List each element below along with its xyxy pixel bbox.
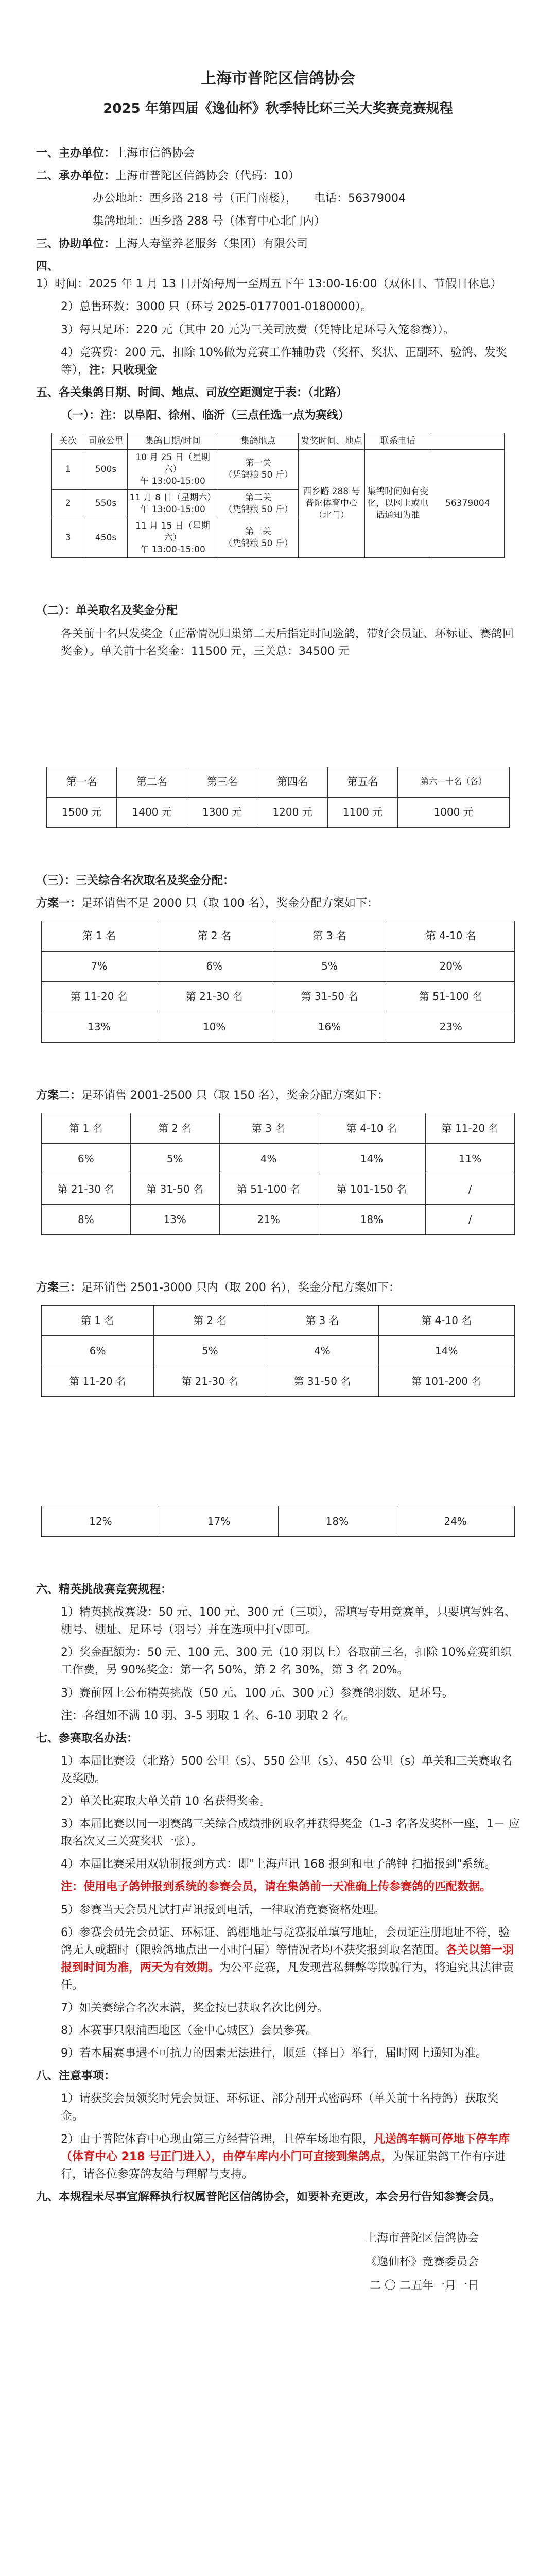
ring-price: 3）每只足环：220 元（其中 20 元为三关司放费（凭特比足环号入笼参赛））。 [61, 323, 455, 336]
rule-5: 5）参赛当天会员凡试打声讯报到电话，一律取消竞赛资格处理。 [61, 1903, 385, 1917]
section-organizer: 一、主办单位：上海市信鸽协会 [36, 146, 195, 160]
table-row: 2 550s 11 月 8 日（星期六） 午 13:00-15:00 第二关 （凭鸽粮 50 斤） [52, 489, 505, 518]
rule-4: 4）本届比赛采用双轨制报到方式：即"上海声讯 168 报到和电子鸽钟 扫描报到"系统。 [61, 1858, 496, 1871]
section-schedule: 五、各关集鸽日期、时间、地点、司放空距测定于表：（北路） [36, 386, 348, 399]
rule-6: 6）参赛会员先会员证、环标证、鸽棚地址与竞赛报单填写地址，会员证注册地址不符，验鸽无人或超时（限验鸽地点出一小时闩届）等情况者均不获奖报到取名范围。各关以第一羽报到时间为准，两天为有效期。为公平竞赛，凡发现营私舞弊等欺骗行为，将追究其法律责任。 [61, 1926, 514, 1992]
plan-a-desc: 方案一：足环销售不足 2000 只（取 100 名），奖金分配方案如下： [36, 896, 378, 910]
table-row: 3 450s 11 月 15 日（星期六） 午 13:00-15:00 第三关 （凭鸽粮 50 斤） [52, 518, 505, 558]
sign-date: 二 〇 二五年一月一日 [370, 2279, 479, 2293]
section-assist: 三、协助单位：上海人寿堂养老服务（集团）有限公司 [36, 238, 308, 251]
elite-i1: 1）精英挑战赛设：50 元、100 元、300 元（三项），需填写专用竞赛单，只要填写姓名、棚号、棚址、足环号（羽号）并在选项中打√即可。 [61, 1606, 516, 1637]
plan-c-table: 第 1 名 第 2 名 第 3 名 第 4-10 名 6% 5% 4% 14% 第 11-20 名 第 21-30 名 第 31-50 名 第 101-200 名 [41, 1305, 515, 1397]
sign-org: 上海市普陀区信鸽协会 [365, 2231, 479, 2245]
section-final: 九、本规程未尽事宜解释执行权属普陀区信鸽协会，如要补充更改，本会另行告知参赛会员。 [36, 2190, 501, 2204]
ring-total: 2）总售环数：3000 只（环号 2025-0177001-0180000）。 [61, 300, 372, 314]
elite-i3: 3）赛前网上公布精英挑战（50 元、100 元、300 元）参赛鸽羽数、足环号。 [61, 1686, 454, 1700]
rule-2: 2）单关比赛取大单关前 10 名获得奖金。 [61, 1795, 271, 1808]
rule-4-note: 注：使用电子鸽钟报到系统的参赛会员，请在集鸽前一天准确上传参赛鸽的匹配数据。 [61, 1880, 492, 1894]
signature-block [36, 2227, 520, 2298]
schedule-table: 关次 司放公里 集鸽日期/时间 集鸽地点 发奖时间、地点 联系电话 1 500s 10 月 25 日（星期六） 午 13:00-15:00 第一关 （凭鸽粮 50 斤） 西乡路 288 号普陀体育中心（北门） 集鸽时间如有变化，以网上或电话通知为准 56379004 2 550s 11 月 8 日（星期六） 午 13:00-15:00 第二关 （凭鸽粮 50 斤） 3 450s 11 月 15 日（星期六） 午 13:00-15:00 第三关 （凭鸽粮 50 斤） [51, 433, 505, 558]
section-host: 二、承办单位：上海市普陀区信鸽协会（代码：10） [36, 169, 300, 182]
single-desc: 各关前十名只发奖金（正常情况归巢第二天后指定时间验鸽，带好会员证、环标证、赛鸽回奖金）。单关前十名奖金：11500 元，三关总：34500 元 [61, 627, 514, 658]
plan-b-table: 第 1 名 第 2 名 第 3 名 第 4-10 名 第 11-20 名 6% 5% 4% 14% 11% 第 21-30 名 第 31-50 名 第 51-100 名 第 101-150 名 / 8% 13% 21% 18% / [41, 1113, 515, 1235]
sign-committee: 《逸仙杯》竞赛委员会 [365, 2256, 479, 2269]
collect-address: 集鸽地址：西乡路 288 号（体育中心北门内） [93, 215, 325, 228]
route-note: （一）：注：以阜阳、徐州、临沂（三点任选一点为赛线） [61, 409, 350, 422]
rule-1: 1）本届比赛设（北路）500 公里（s）、550 公里（s）、450 公里（s）单关和三关赛取名及奖励。 [61, 1754, 513, 1785]
elite-i3b: 注：各组如不满 10 羽、3-5 羽取 1 名、6-10 羽取 2 名。 [61, 1709, 355, 1722]
section-rules: 七、参赛取名办法： [36, 1732, 138, 1745]
rule-9: 9）若本届赛事遇不可抗力的因素无法进行，顺延（择日）举行，届时网上通知为准。 [61, 2047, 487, 2060]
section-four: 四、1）时间：2025 年 1 月 13 日开始每周一至周五下午 13:00-16:00（双休日、节假日休息） [36, 260, 502, 291]
note-2: 2）由于普陀体育中心现由第三方经营管理，且停车场地有限，凡送鸽车辆可停地下停车库（体育中心 218 号正门进入），由停车库内小门可直接到集鸽点，为保证集鸽工作有序进行，请各位参赛鸽友给与理解与支持。 [61, 2132, 510, 2181]
combo-heading: （三）：三关综合名次取名及奖金分配： [36, 874, 235, 887]
office-address: 办公地址：西乡路 218 号（正门南楼）， 电话：56379004 [93, 192, 406, 205]
plan-b-desc: 方案二：足环销售 2001-2500 只（取 150 名），奖金分配方案如下： [36, 1089, 389, 1102]
elite-i2: 2）奖金配额为：50 元、100 元、300 元（10 羽以上）各取前三名，扣除 10%竞赛组织工作费，另 90%奖金：第一名 50%，第 2 名 30%，第 3 名 20%。 [61, 1646, 512, 1677]
table-row: 1 500s 10 月 25 日（星期六） 午 13:00-15:00 第一关 （凭鸽粮 50 斤） 西乡路 288 号普陀体育中心（北门） 集鸽时间如有变化，以网上或电话通知为准 56379004 [52, 449, 505, 489]
plan-a-table: 第 1 名 第 2 名 第 3 名 第 4-10 名 7% 6% 5% 20% 第 11-20 名 第 21-30 名 第 31-50 名 第 51-100 名 13% 10% 16% 23% [41, 921, 515, 1043]
rule-7: 7）如关赛综合名次末满，奖金按已获取名次比例分。 [61, 2001, 328, 2014]
plan-c-desc: 方案三：足环销售 2501-3000 只内（取 200 名），奖金分配方案如下： [36, 1281, 400, 1295]
rule-8: 8）本赛事只限浦西地区（金中心城区）会员参赛。 [61, 2024, 317, 2038]
plan-c-table-cont: 12% 17% 18% 24% [41, 1506, 515, 1537]
doc-title: 上海市普陀区信鸽协会 [201, 70, 355, 88]
entry-fee: 4）竞赛费：200 元，扣除 10%做为竞赛工作辅助费（奖杯、奖状、正副环、验鸽、发奖等），注：只收现金 [61, 346, 507, 377]
rule-3: 3）本届比赛以同一羽赛鸽三关综合成绩排例取名并获得奖金（1-3 名各发奖杯一座，1－ 应取名次又三关赛奖状一张）。 [61, 1818, 520, 1849]
section-notes: 八、注意事项： [36, 2070, 116, 2083]
note-1: 1）请获奖会员领奖时凭会员证、环标证、部分刮开式密码环（单关前十名持鸽）获取奖金。 [61, 2092, 498, 2123]
section-elite: 六、精英挑战赛竞赛规程： [36, 1583, 172, 1597]
single-prize-table: 第一名 第二名 第三名 第四名 第五名 第六—十名（各） 1500 元 1400 元 1300 元 1200 元 1100 元 1000 元 [46, 767, 510, 828]
single-heading: （二）：单关取名及奖金分配 [36, 604, 178, 618]
doc-subtitle: 2025 年第四届《逸仙杯》秋季特比环三关大奖赛竞赛规程 [103, 100, 453, 116]
